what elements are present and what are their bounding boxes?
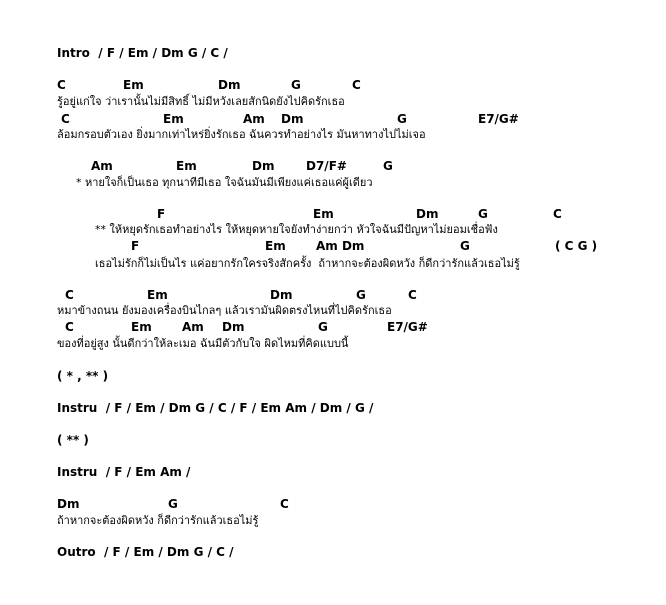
- outro-line: [0, 544, 666, 560]
- intro-progression: Intro / F / Em / Dm G / C /: [57, 46, 228, 60]
- prechorus-chords-line: [0, 158, 666, 174]
- chord: C: [553, 207, 562, 221]
- chord: G: [168, 497, 178, 511]
- repeat-instruction: ( ** ): [57, 433, 89, 447]
- prechorus-lyric-line: [0, 175, 666, 191]
- chord: E7/G#: [478, 112, 519, 126]
- lyric-text: * หายใจก็เป็นเธอ ทุกนาทีมีเธอ ใจฉันมันมีเพียงแค่เธอแค่ผู้เดียว: [76, 176, 373, 189]
- repeat-instruction: ( * , ** ): [57, 369, 109, 383]
- repeat-marker-2: [0, 432, 666, 448]
- chord: Am: [91, 159, 113, 173]
- lyric-text: ของที่อยู่สูง นั้นดีกว่าให้ละเมอ ฉันมีตัวกับใจ ผิดไหมที่คิดแบบนี้: [57, 337, 349, 350]
- lyric-text: เธอไม่รักก็ไม่เป็นไร แค่อยากรักใครจริงสักครั้ง ถ้าหากจะต้องผิดหวัง ก็ดีกว่ารักแล้วเธอไม่รู้: [95, 257, 520, 270]
- chord: Am: [182, 320, 204, 334]
- instrumental-progression: Instru / F / Em / Dm G / C / F / Em Am / Dm / G /: [57, 401, 374, 415]
- repeat-marker-1: [0, 368, 666, 384]
- chord: C: [65, 288, 74, 302]
- ending-lyric-line: [0, 513, 666, 529]
- verse2-chords-line-2: [0, 319, 666, 335]
- chord: E7/G#: [387, 320, 428, 334]
- chorus-lyric-line-2: [0, 256, 666, 272]
- lyric-text: ล้อมกรอบตัวเอง ยิ่งมากเท่าไหร่ยิ่งรักเธอ ฉันควรทำอย่างไร มันหาทางไปไม่เจอ: [57, 128, 426, 141]
- chord: Dm: [218, 78, 241, 92]
- verse1-lyric-line-1: [0, 94, 666, 110]
- chord: Em: [123, 78, 144, 92]
- verse2-lyric-line-1: [0, 303, 666, 319]
- chord: G: [460, 239, 470, 253]
- chord: Em: [147, 288, 168, 302]
- chord: C: [57, 78, 66, 92]
- chord: G: [397, 112, 407, 126]
- chord: C: [61, 112, 70, 126]
- chord: G: [383, 159, 393, 173]
- chord: G: [356, 288, 366, 302]
- chorus-lyric-line-1: [0, 222, 666, 238]
- chord: Dm: [57, 497, 80, 511]
- chord: Dm: [416, 207, 439, 221]
- chord: G: [318, 320, 328, 334]
- chord: Em: [265, 239, 286, 253]
- verse2-chords-line-1: [0, 287, 666, 303]
- instrumental-line-1: [0, 400, 666, 416]
- chord: Dm: [281, 112, 304, 126]
- chord: Dm: [270, 288, 293, 302]
- lyric-text: หมาข้างถนน ยังมองเครื่องบินไกลๆ แล้วเรามันผิดตรงไหนที่ไปคิดรักเธอ: [57, 304, 392, 317]
- chord: Em: [176, 159, 197, 173]
- chord: C: [408, 288, 417, 302]
- instrumental-line-2: [0, 464, 666, 480]
- chord: G: [478, 207, 488, 221]
- chord: C: [280, 497, 289, 511]
- chord: Em: [131, 320, 152, 334]
- intro-line: [0, 45, 666, 61]
- lyric-text: ** ให้หยุดรักเธอทำอย่างไร ให้หยุดหายใจยังทำง่ายกว่า หัวใจฉันมีปัญหาไม่ยอมเชื่อฟัง: [95, 223, 498, 236]
- chord: G: [291, 78, 301, 92]
- instrumental-progression: Instru / F / Em Am /: [57, 465, 191, 479]
- chord: Am: [243, 112, 265, 126]
- chord: Dm: [252, 159, 275, 173]
- lyric-text: ถ้าหากจะต้องผิดหวัง ก็ดีกว่ารักแล้วเธอไม่รู้: [57, 514, 259, 527]
- verse1-lyric-line-2: [0, 127, 666, 143]
- chord: F: [157, 207, 166, 221]
- chord: Am Dm: [316, 239, 365, 253]
- chord: D7/F#: [306, 159, 347, 173]
- chord: F: [131, 239, 140, 253]
- chord: C: [352, 78, 361, 92]
- chorus-chords-line-1: [0, 206, 666, 222]
- ending-chords-line: [0, 496, 666, 512]
- chord: ( C G ): [555, 239, 598, 253]
- lyric-text: รู้อยู่แก่ใจ ว่าเรานั้นไม่มีสิทธิ์ ไม่มีหวังเลยสักนิดยังไปคิดรักเธอ: [57, 95, 345, 108]
- verse1-chords-line-1: [0, 77, 666, 93]
- chord: C: [65, 320, 74, 334]
- verse1-chords-line-2: [0, 111, 666, 127]
- chord: Dm: [222, 320, 245, 334]
- chord: Em: [313, 207, 334, 221]
- chord: Em: [163, 112, 184, 126]
- chorus-chords-line-2: [0, 238, 666, 254]
- verse2-lyric-line-2: [0, 336, 666, 352]
- outro-progression: Outro / F / Em / Dm G / C /: [57, 545, 234, 559]
